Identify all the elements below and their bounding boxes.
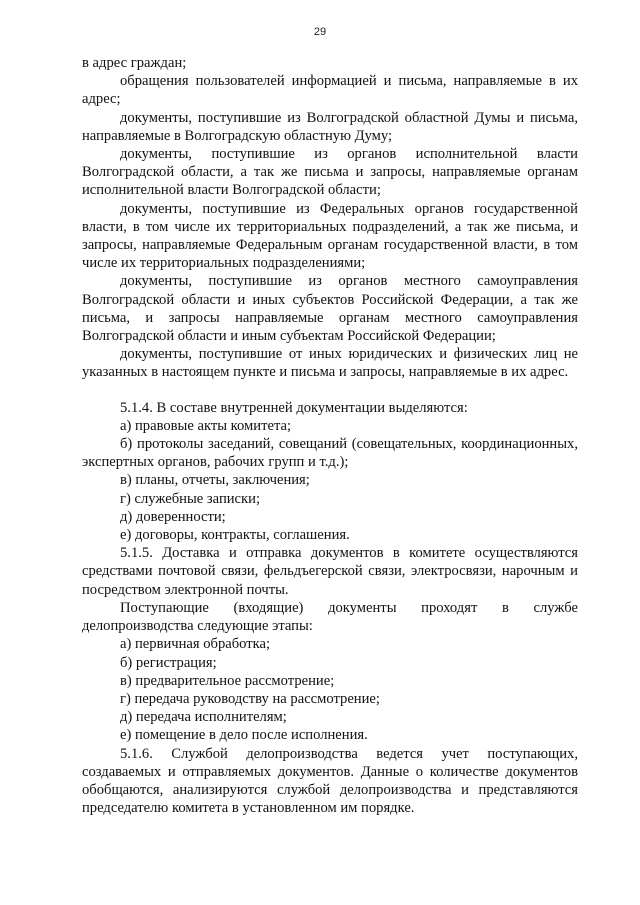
paragraph: в) предварительное рассмотрение; [120,672,335,689]
internal-documentation-section [82,399,578,818]
paragraph: документы, поступившие из Волгоградской областной Думы и письма, направляемые в Волгоградскую областную Думу; [82,109,578,144]
paragraph: а) правовые акты комитета; [120,417,292,434]
paragraph: е) помещение в дело после исполнения. [120,727,368,744]
paragraph: г) передача руководству на рассмотрение; [120,690,380,707]
paragraph: 5.1.6. Службой делопроизводства ведется учет поступающих, создаваемых и отправляемых документов. Данные о количестве документов обобщаются, анализируются службой делопроизводства и представляются председателю комитета в установленном им порядке. [82,745,578,817]
paragraph: а) первичная обработка; [120,636,271,653]
paragraph: д) передача исполнителям; [120,709,287,726]
page-number: 29 [313,26,327,38]
paragraph: Поступающие (входящие) документы проходят в службе делопроизводства следующие этапы: [82,599,578,635]
paragraph: в) планы, отчеты, заключения; [120,472,310,489]
paragraph: 5.1.5. Доставка и отправка документов в комитете осуществляются средствами почтовой связи, фельдъегерской связи, электросвязи, нарочным и посредством электронной почты. [82,545,578,598]
paragraph: обращения пользователей информацией и письма, направляемые в их адрес; [82,73,578,108]
paragraph: документы, поступившие из органов исполнительной власти Волгоградской области, а так же письма и запросы, направляемые органам исполнительной власти Волгоградской области; [82,146,578,199]
paragraph: д) доверенности; [120,508,226,525]
paragraph: 5.1.4. В составе внутренней документации выделяются: [120,399,468,416]
paragraph: документы, поступившие из Федеральных органов государственной власти, в том числе их территориальных подразделений, а так же письма, и запросы, направляемые Федеральным органам государственной власти, в том числе их территориальных подразделениями; [82,200,578,272]
paragraph: г) служебные записки; [120,490,260,507]
paragraph: в адрес граждан; [82,55,187,71]
paragraph: документы, поступившие от иных юридических и физических лиц не указанных в настоящем пункте и письма и запросы, направляемые в их адрес. [82,346,578,381]
document-body [82,54,578,817]
paragraph: документы, поступившие из органов местного самоуправления Волгоградской области и иных субъектов Российской Федерации, а так же письма, и запросы направляемые органам местного самоуправления Волгоградской области и иным субъектам Российской Федерации; [82,273,578,345]
incoming-documents-list [82,54,578,382]
paragraph: б) регистрация; [120,654,217,671]
paragraph: б) протоколы заседаний, совещаний (совещательных, координационных, экспертных органов, рабочих групп и т.д.); [82,436,578,471]
paragraph: е) договоры, контракты, соглашения. [120,527,350,544]
section-spacer [82,382,578,399]
